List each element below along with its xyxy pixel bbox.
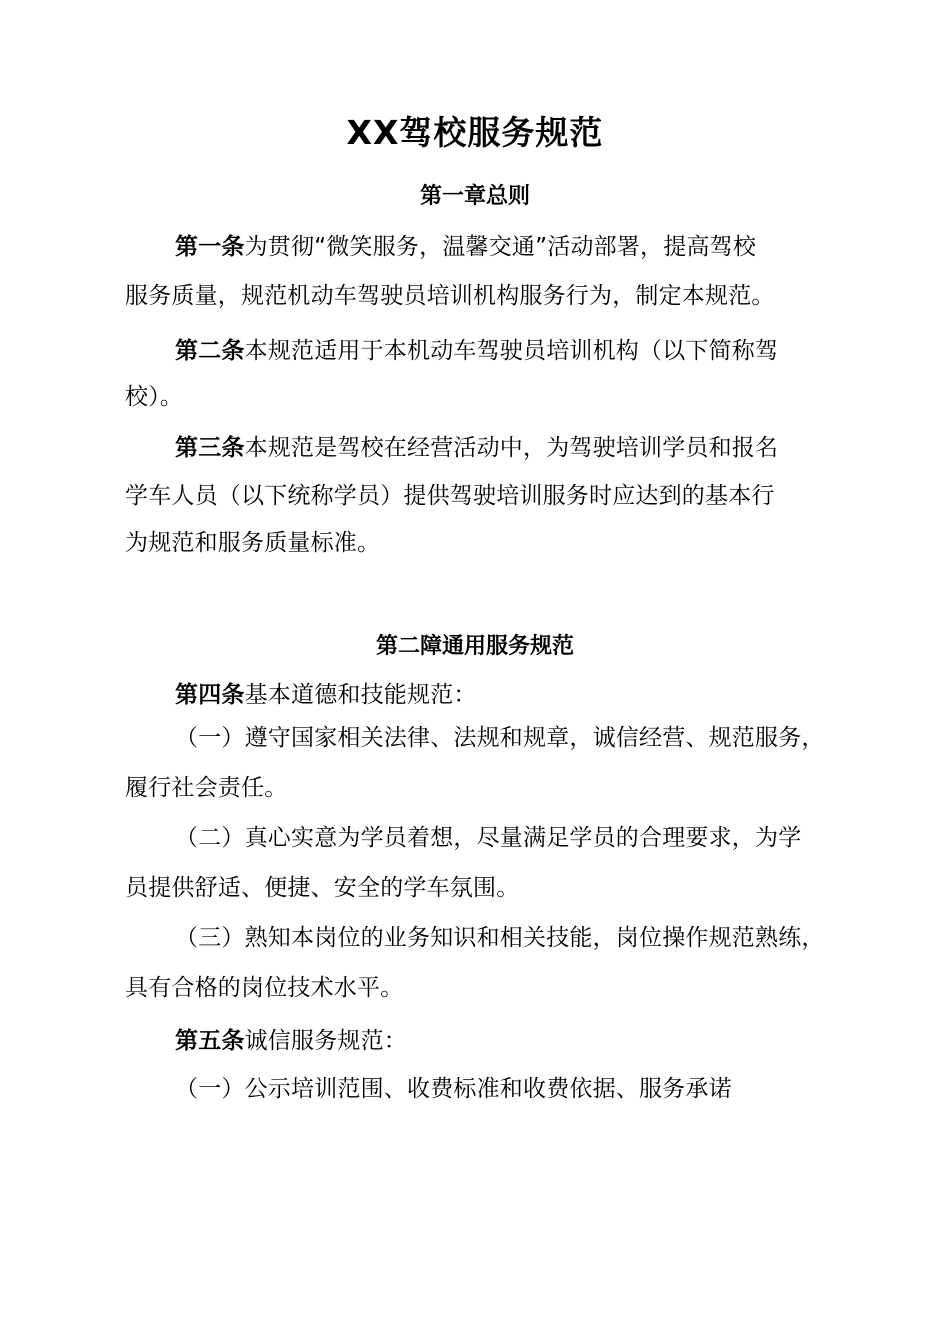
chapter2-heading: 第二障通用服务规范 [375, 634, 574, 659]
article4-line1 [175, 680, 477, 710]
article3-label: 第三条 [175, 435, 245, 461]
article4-label: 第四条 [175, 682, 245, 708]
article5-intro: 诚信服务规范： [244, 1028, 408, 1054]
article4-item3-line1: （三）熟知本岗位的业务知识和相关技能，岗位操作规范熟练， [175, 925, 825, 951]
article4-item2-line1: （二）真心实意为学员着想，尽量满足学员的合理要求，为学 [175, 825, 802, 851]
article1-text1: 为贯彻“微笑服务，温馨交通”活动部署，提高驾校 [244, 234, 757, 260]
article3-text1: 本规范是驾校在经营活动中，为驾驶培训学员和报名 [244, 435, 779, 461]
article4-item2-line2: 员提供舒适、便捷、安全的学车氛围。 [125, 875, 520, 901]
article5-label: 第五条 [175, 1028, 245, 1054]
document-title: XX驾校服务规范 [346, 113, 604, 152]
article2-text1: 本规范适用于本机动车驾驶员培训机构（以下简称驾 [244, 338, 779, 364]
chapter1-heading: 第一章总则 [419, 184, 530, 209]
article4-item3-line2: 具有合格的岗位技术水平。 [125, 975, 404, 1001]
article3-line2: 学车人员（以下统称学员）提供驾驶培训服务时应达到的基本行 [125, 483, 775, 509]
article2-line1 [175, 336, 778, 366]
article3-line1 [175, 433, 778, 463]
article1-line1 [175, 232, 756, 262]
article4-item1-line1: （一）遵守国家相关法律、法规和规章，诚信经营、规范服务， [175, 725, 825, 751]
article5-item1-line1: （一）公示培训范围、收费标准和收费依据、服务承诺 [175, 1076, 732, 1102]
article1-line2: 服务质量，规范机动车驾驶员培训机构服务行为，制定本规范。 [125, 283, 775, 309]
article2-label: 第二条 [175, 338, 245, 364]
article3-line3: 为规范和服务质量标准。 [125, 530, 381, 556]
article5-line1 [175, 1026, 407, 1056]
article2-line2: 校）。 [125, 384, 184, 410]
article1-label: 第一条 [175, 234, 245, 260]
article4-intro: 基本道德和技能规范： [244, 682, 477, 708]
article4-item1-line2: 履行社会责任。 [125, 775, 288, 801]
